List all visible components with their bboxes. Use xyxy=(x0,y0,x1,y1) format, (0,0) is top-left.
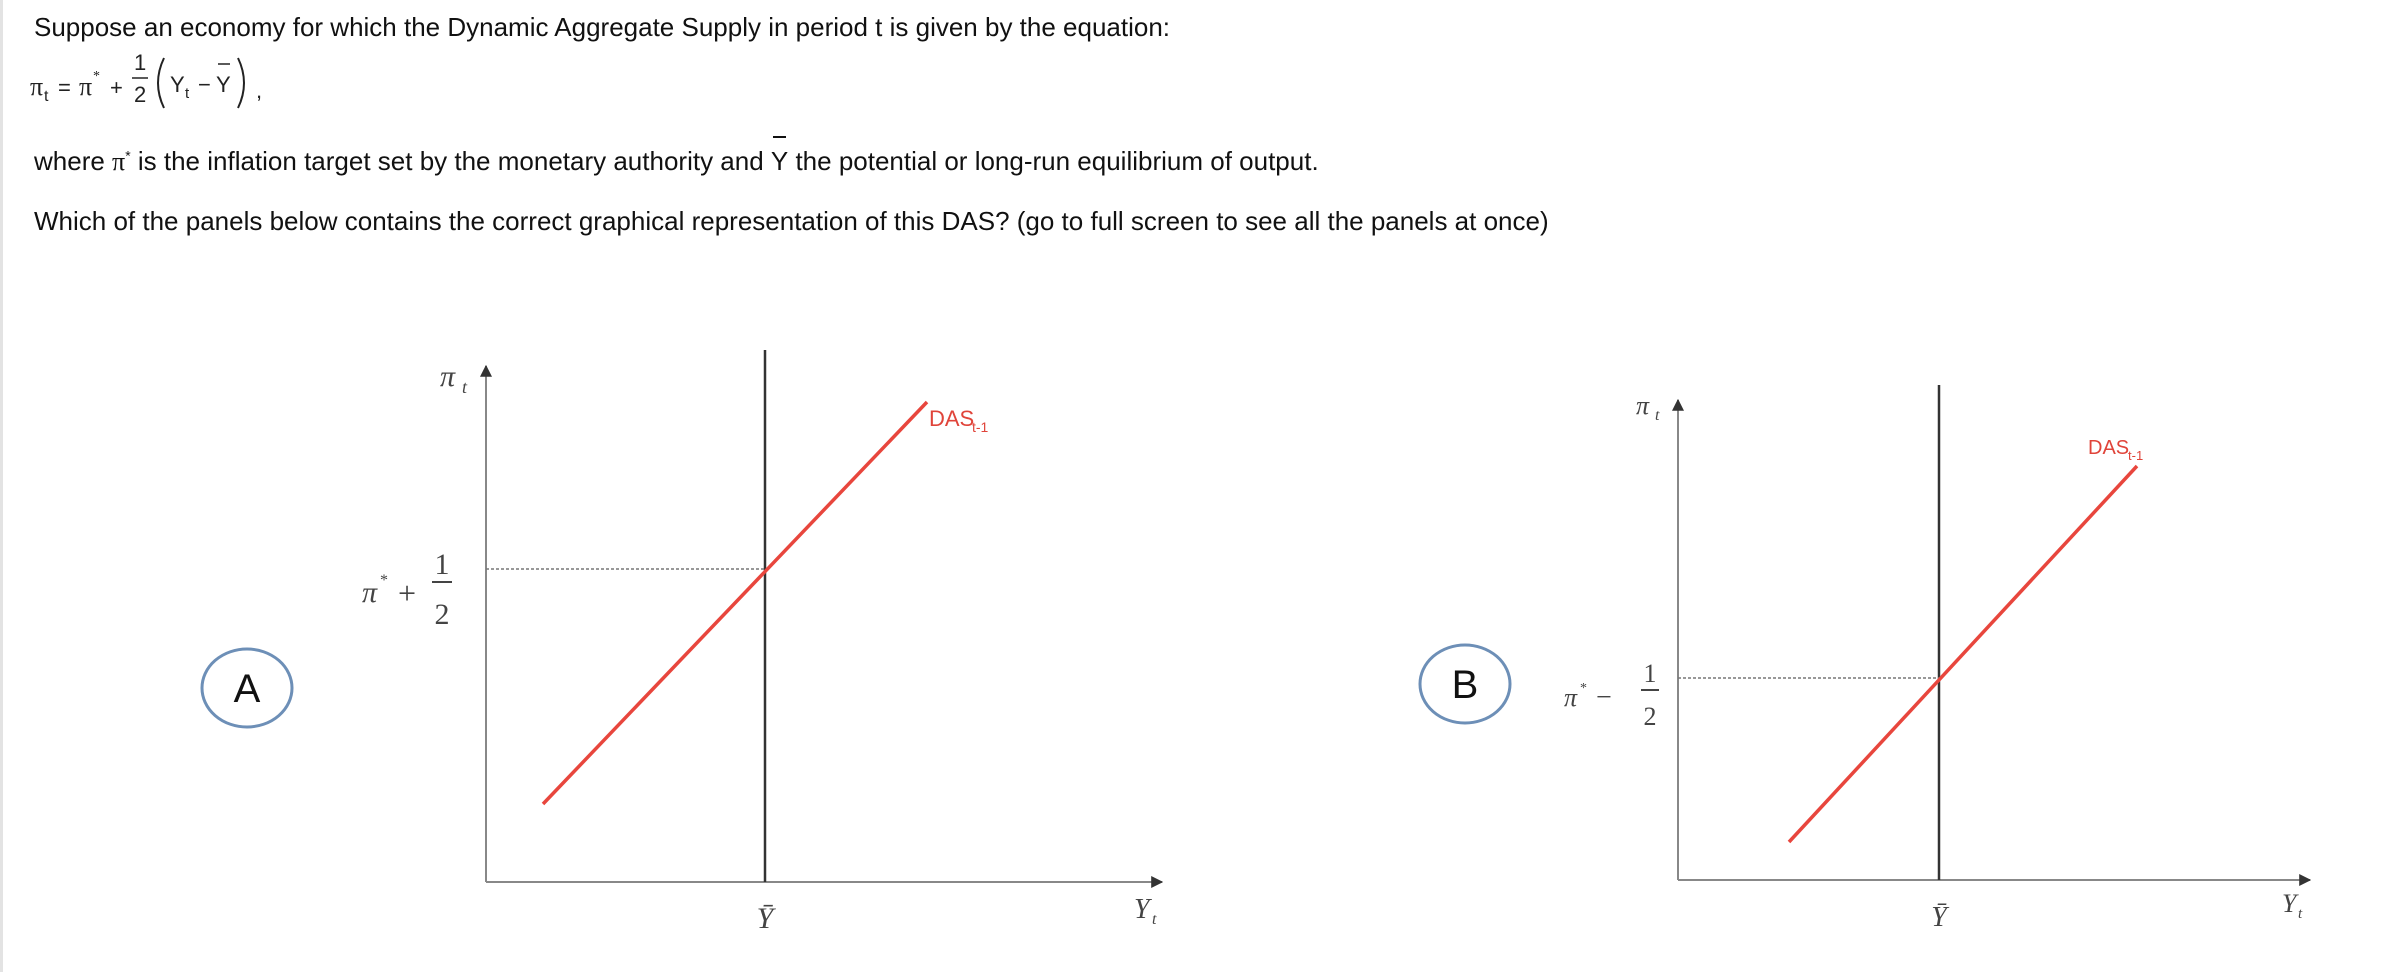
panel-b-das-label-sub: t-1 xyxy=(2128,448,2144,463)
panel-a-y-label: π xyxy=(440,360,456,393)
where-ybar: Y xyxy=(770,146,789,176)
question-intro: Suppose an economy for which the Dynamic Aggregate Supply in period t is given by the equation: xyxy=(34,12,1171,42)
panel-a-ybar-label: Ȳ xyxy=(756,902,774,935)
eq-frac-den: 2 xyxy=(134,82,147,107)
panel-a-x-label-sub: t xyxy=(1152,911,1157,928)
panel-b-tick-num: 1 xyxy=(1643,659,1657,688)
where-mid: is the inflation target set by the monetary authority and xyxy=(130,146,771,176)
where-prefix: where xyxy=(34,146,113,176)
eq-minus: − xyxy=(198,72,211,97)
where-suffix: the potential or long-run equilibrium of output. xyxy=(788,146,1319,176)
where-pi: π xyxy=(112,147,126,176)
panel-b-tick-op: − xyxy=(1596,682,1612,713)
eq-ybar: Y xyxy=(216,72,231,97)
panel-a-tick-num: 1 xyxy=(434,548,450,581)
panel-a-das-label-sub: t-1 xyxy=(972,419,989,435)
panel-b-tick-star: * xyxy=(1580,681,1587,696)
panel-b-x-label: Y xyxy=(2282,889,2297,918)
eq-y: Y xyxy=(170,72,185,97)
panel-b-das-label: DAS xyxy=(2088,437,2130,459)
eq-plus: + xyxy=(110,75,123,100)
panel-a-tick-pi: π xyxy=(362,576,378,609)
panel-a[interactable] xyxy=(202,350,1162,935)
eq-star: * xyxy=(93,69,100,84)
where-star: * xyxy=(125,147,131,164)
panel-b-badge-label: B xyxy=(1451,663,1479,707)
panel-a-tick-op: + xyxy=(398,575,417,611)
panel-b-tick-den: 2 xyxy=(1643,702,1657,731)
eq-pi-sub: t xyxy=(44,88,49,105)
panel-b[interactable] xyxy=(1420,385,2310,933)
panel-b-y-label: π xyxy=(1636,391,1650,420)
panel-a-das-curve xyxy=(543,402,927,804)
question-prompt: Which of the panels below contains the correct graphical representation of this DAS? (go to full screen to see all the panels at once) xyxy=(34,206,1549,236)
panel-a-das-label: DAS xyxy=(929,406,975,431)
panel-b-das-curve xyxy=(1789,466,2137,842)
panel-a-x-label: Y xyxy=(1134,894,1150,925)
eq-frac-num: 1 xyxy=(134,50,147,75)
eq-pi-star: π xyxy=(79,72,93,101)
panel-a-badge-label: A xyxy=(233,667,261,711)
eq-equals: = xyxy=(58,75,71,100)
panel-b-ybar-label: Ȳ xyxy=(1931,902,1947,933)
panel-a-y-label-sub: t xyxy=(462,377,468,397)
panel-a-tick-star: * xyxy=(380,572,388,589)
eq-y-sub: t xyxy=(185,85,190,102)
eq-pi: π xyxy=(30,72,44,101)
panel-b-tick-pi: π xyxy=(1564,683,1578,712)
panel-a-tick-den: 2 xyxy=(434,598,450,631)
panel-b-y-label-sub: t xyxy=(1655,407,1660,424)
eq-comma: , xyxy=(256,78,263,103)
panel-b-x-label-sub: t xyxy=(2298,906,2303,922)
